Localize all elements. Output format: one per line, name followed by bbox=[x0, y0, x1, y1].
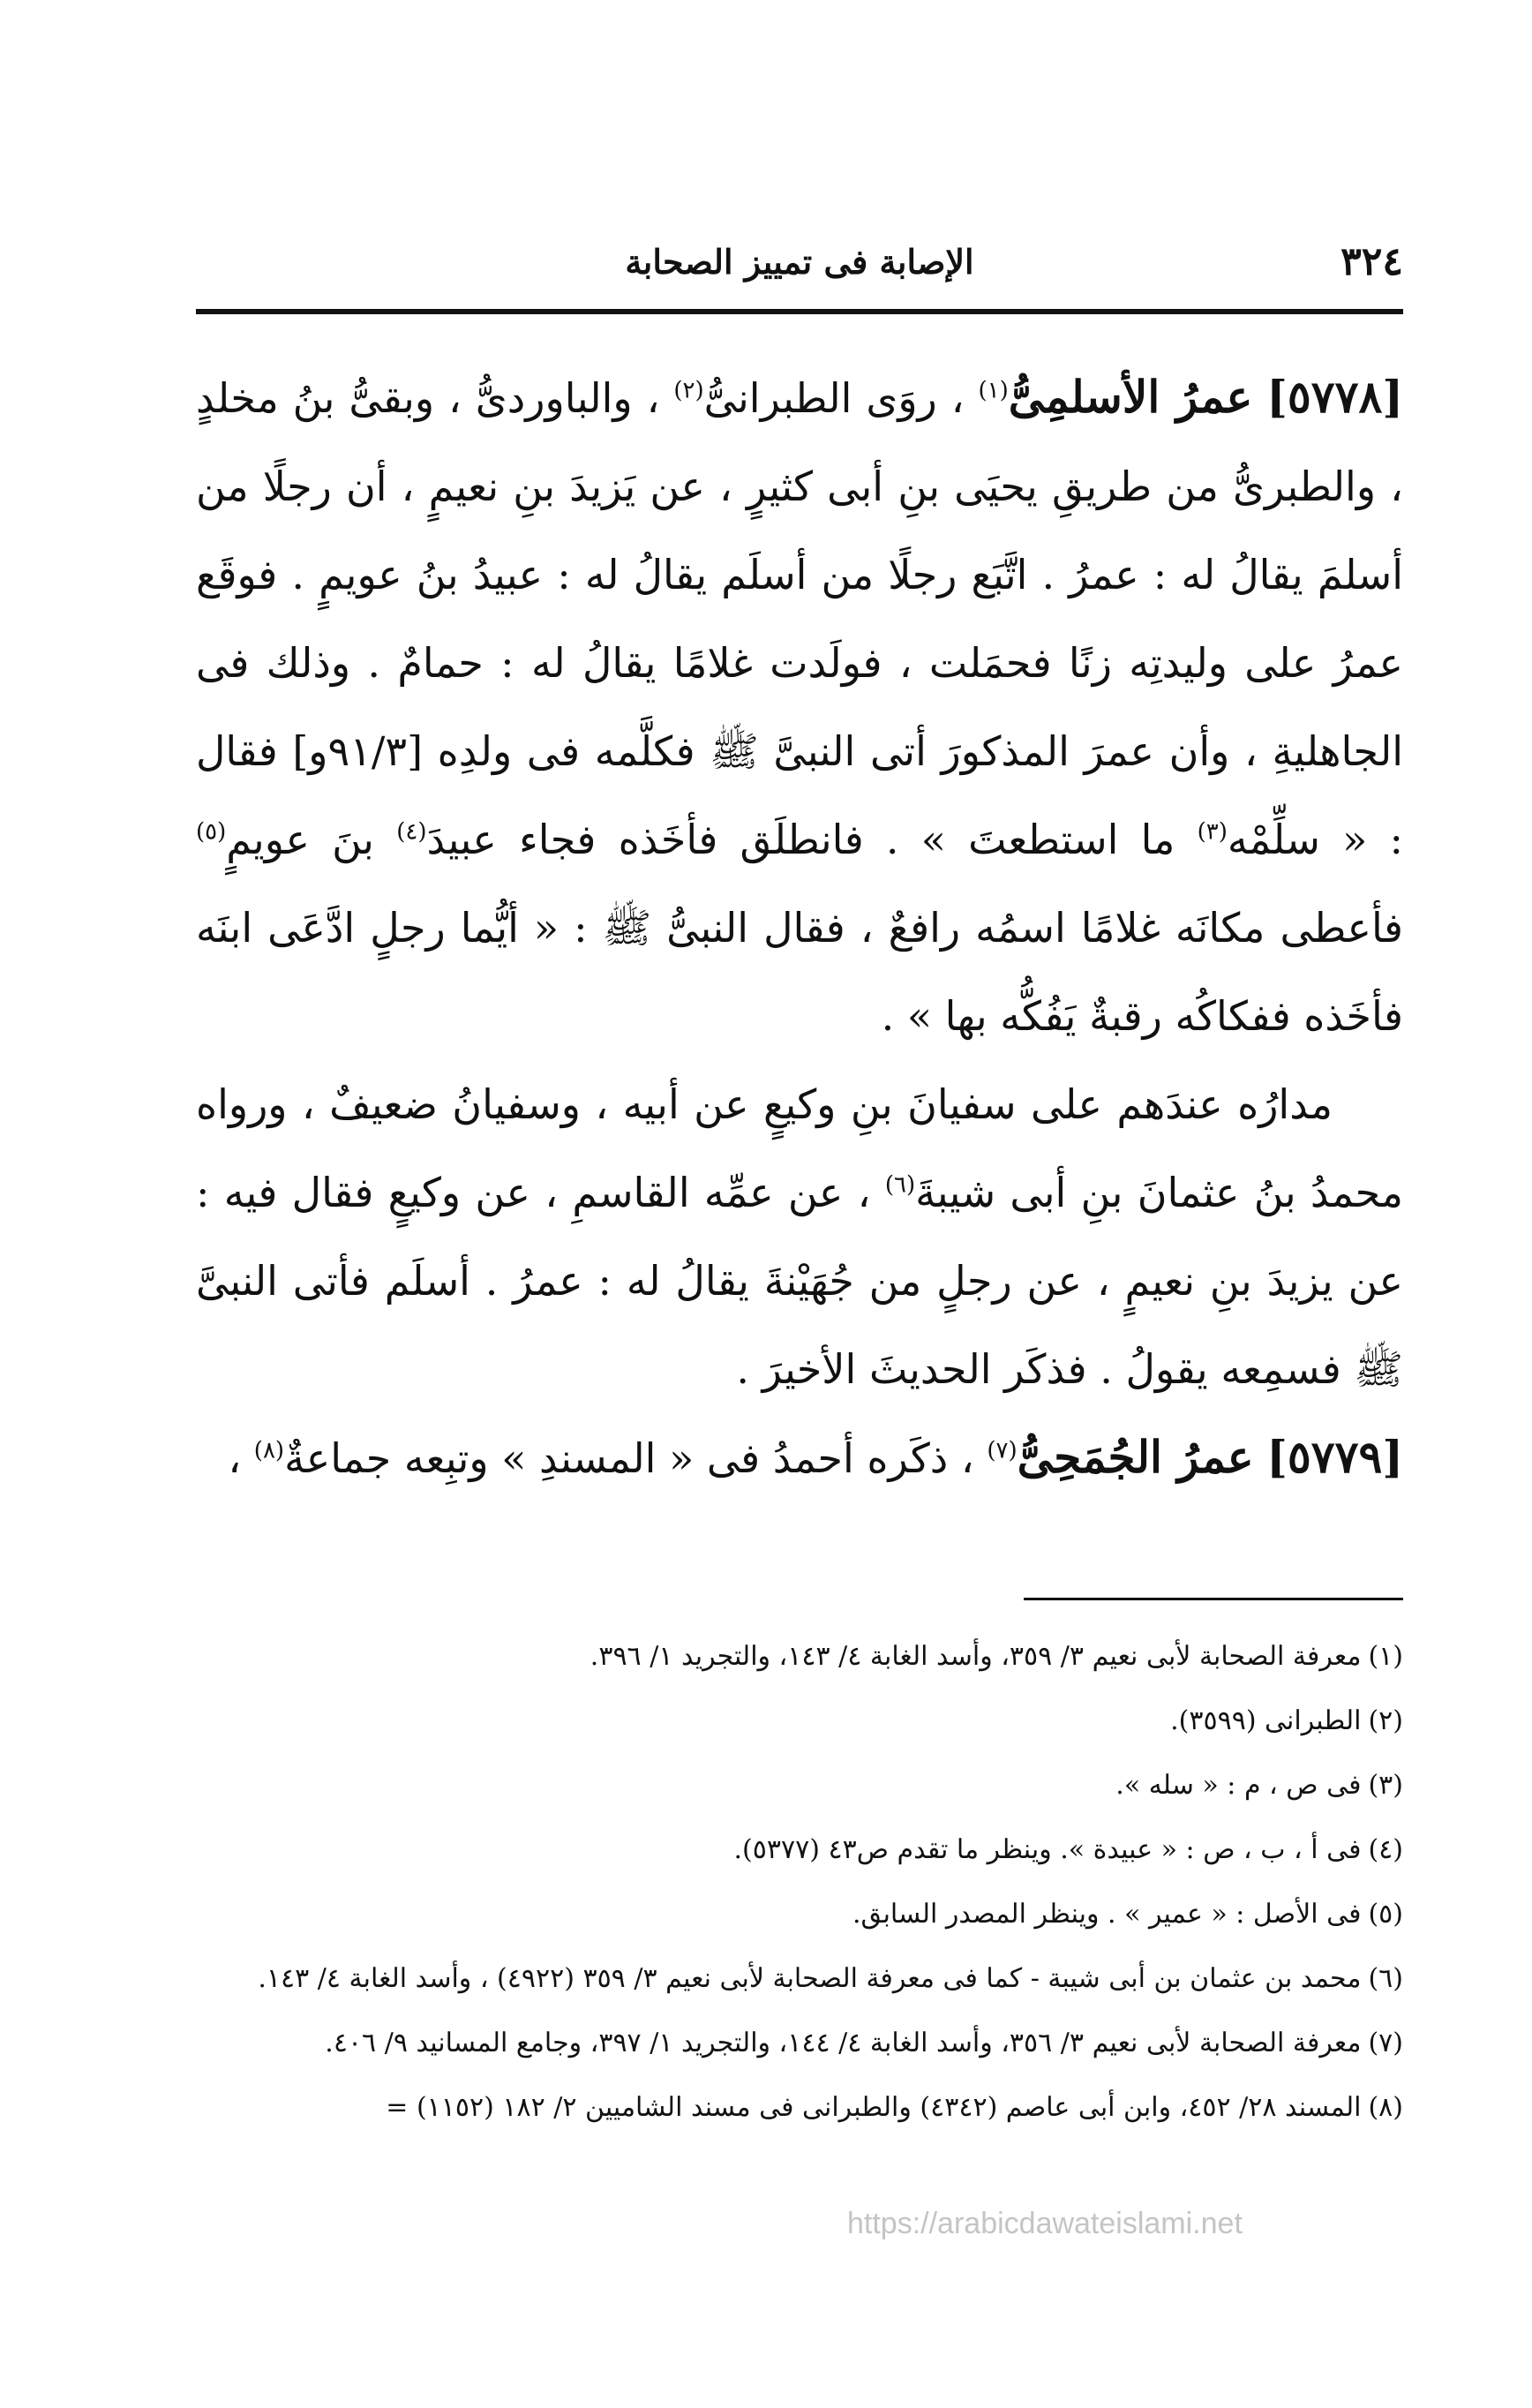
entry-text: ، والباوردىُّ ، وبقىُّ بنُ مخلدٍ ، والطبرىُّ من طريقِ يحيَى بنِ أبى كثيرٍ ، عن يَزيدَ بنِ نعيمٍ ، أن رجلًا من أسلمَ يقالُ له : عمرُ . اتَّبَع رجلًا من أسلَم يقالُ له : عبيدُ بنُ عويمٍ . فوقَع عمرُ على وليدتِه زنًا فحمَلت ، فولَدت غلامًا يقالُ له : حمامٌ . وذلك فى الجاهليةِ ، وأن عمرَ المذكورَ أتى النبىَّ ﷺ فكلَّمه فى ولدِه [٩١/٣و] فقال : « سلِّمْه bbox=[196, 374, 1403, 863]
book-title: الإصابة فى تمييز الصحابة bbox=[625, 242, 974, 282]
watermark-url: https://arabicdawateislami.net bbox=[847, 2207, 1243, 2240]
footnote bbox=[196, 2075, 1403, 2140]
footnote-number: (٤) bbox=[1368, 1834, 1403, 1865]
footnote bbox=[196, 1624, 1403, 1689]
footnote-number: (٦) bbox=[1368, 1963, 1403, 1994]
footnote-text: الطبرانى (٣٥٩٩). bbox=[1170, 1705, 1362, 1736]
main-text bbox=[196, 353, 1403, 1502]
header-rule bbox=[196, 309, 1403, 314]
footnote-text: معرفة الصحابة لأبى نعيم ٣/ ٣٥٩، وأسد الغابة ٤/ ١٤٣، والتجريد ١/ ٣٩٦. bbox=[590, 1641, 1362, 1672]
entry-text: فأعطى مكانَه غلامًا اسمُه رافعٌ ، فقال النبىُّ ﷺ : « أيُّما رجلٍ ادَّعَى ابنَه فأخَذه ففكاكُه رقبةٌ يَفُكُّه بها » . bbox=[196, 904, 1403, 1040]
footnote-rule bbox=[1024, 1598, 1403, 1600]
entry-5778 bbox=[196, 353, 1403, 1060]
footnote bbox=[196, 1753, 1403, 1817]
commentary-text: مدارُه عندَهم على سفيانَ بنِ وكيعٍ عن أبيه ، وسفيانُ ضعيفٌ ، ورواه محمدُ بنُ عثمانَ بنِ أبى شيبةَ bbox=[196, 1080, 1403, 1216]
footnote bbox=[196, 1882, 1403, 1946]
entry-text: ، روَى الطبرانىُّ bbox=[703, 374, 965, 422]
entry-text: ، bbox=[228, 1434, 242, 1482]
running-header bbox=[196, 231, 1403, 293]
footnote bbox=[196, 1689, 1403, 1753]
footnote-ref: (٢) bbox=[673, 377, 704, 404]
footnote-text: معرفة الصحابة لأبى نعيم ٣/ ٣٥٦، وأسد الغابة ٤/ ١٤٤، والتجريد ١/ ٣٩٧، وجامع المسانيد ٩/ ٤٠٦. bbox=[325, 2028, 1362, 2058]
footnote bbox=[196, 1946, 1403, 2011]
entry-text: ما استطعتَ » . فانطلَق فأخَذه فجاء عبيدَ bbox=[426, 816, 1175, 863]
footnote-number: (٨) bbox=[1368, 2092, 1403, 2123]
footnote bbox=[196, 1817, 1403, 1882]
footnote-number: (١) bbox=[1368, 1641, 1403, 1672]
footnotes bbox=[196, 1624, 1403, 2140]
footnote-text: فى ص ، م : « سله ». bbox=[1115, 1770, 1362, 1801]
footnote-ref: (٣) bbox=[1197, 818, 1228, 846]
footnote-ref: (١) bbox=[978, 377, 1009, 404]
footnote-text: فى أ ، ب ، ص : « عبيدة ». وينظر ما تقدم ص٤٣ (٥٣٧٧). bbox=[733, 1834, 1362, 1865]
page-number: ٣٢٤ bbox=[1340, 239, 1403, 284]
footnote-ref: (٥) bbox=[196, 818, 227, 846]
footnote bbox=[196, 2011, 1403, 2075]
footnote-text: المسند ٢٨/ ٤٥٢، وابن أبى عاصم (٤٣٤٢) والطبرانى فى مسند الشاميين ٢/ ١٨٢ (١١٥٢) = bbox=[386, 2092, 1362, 2123]
entry-text: ، ذكَره أحمدُ فى « المسندِ » وتبِعه جماعةٌ bbox=[284, 1434, 974, 1482]
footnote-ref: (٧) bbox=[987, 1437, 1018, 1464]
footnote-text: محمد بن عثمان بن أبى شيبة - كما فى معرفة الصحابة لأبى نعيم ٣/ ٣٥٩ (٤٩٢٢) ، وأسد الغابة ٤/ ١٤٣. bbox=[258, 1963, 1362, 1994]
entry-number: [٥٧٧٨] bbox=[1266, 371, 1404, 423]
footnote-number: (٢) bbox=[1368, 1705, 1403, 1736]
entry-5779 bbox=[196, 1413, 1403, 1502]
commentary-paragraph bbox=[196, 1060, 1403, 1413]
entry-name: عمرُ الأسلمِىُّ bbox=[1008, 371, 1253, 423]
entry-name: عمرُ الجُمَحِىُّ bbox=[1017, 1431, 1254, 1483]
footnote-text: فى الأصل : « عمير » . وينظر المصدر السابق. bbox=[852, 1899, 1362, 1930]
footnote-ref: (٦) bbox=[884, 1171, 916, 1199]
footnote-ref: (٤) bbox=[396, 818, 427, 846]
commentary-text: ، عن عمِّه القاسمِ ، عن وكيعٍ فقال فيه : عن يزيدَ بنِ نعيمٍ ، عن رجلٍ من جُهَيْنةَ يقالُ له : عمرُ . أسلَم فأتى النبىَّ ﷺ فسمِعه يقولُ . فذكَر الحديثَ الأخيرَ . bbox=[196, 1169, 1403, 1393]
footnote-ref: (٨) bbox=[253, 1437, 285, 1464]
entry-text: بنَ عويمٍ bbox=[226, 816, 374, 863]
footnote-number: (٥) bbox=[1368, 1899, 1403, 1930]
footnote-number: (٧) bbox=[1368, 2028, 1403, 2058]
footnote-number: (٣) bbox=[1368, 1770, 1403, 1801]
entry-number: [٥٧٧٩] bbox=[1266, 1431, 1403, 1483]
